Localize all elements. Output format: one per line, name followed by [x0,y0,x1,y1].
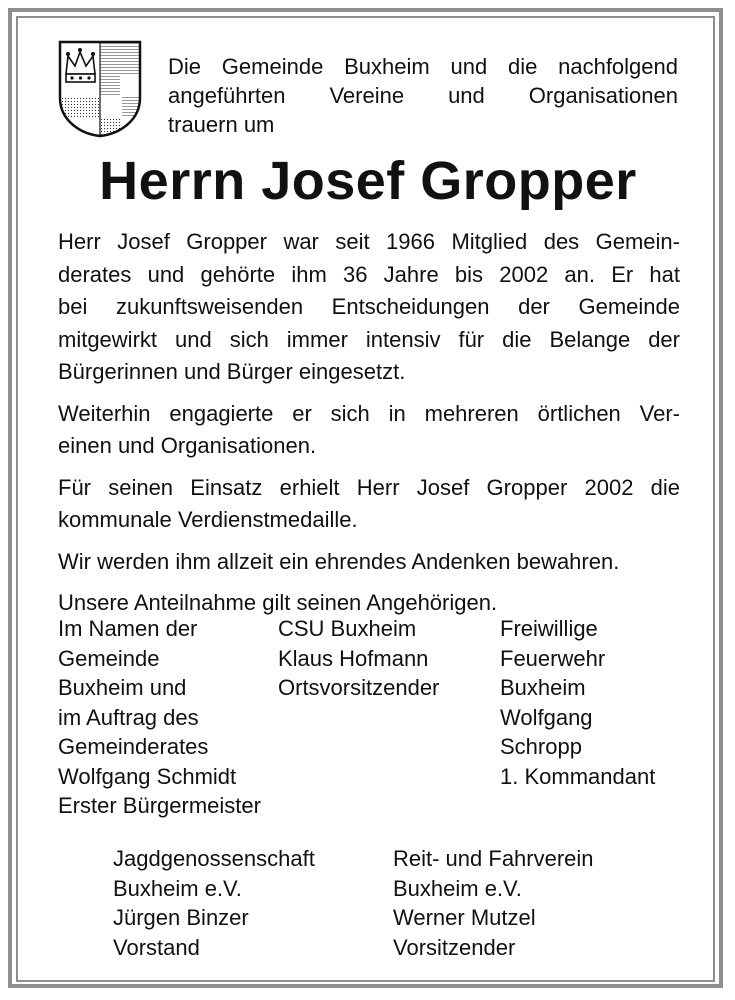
obituary-body [58,226,680,629]
signature-line: Vorsitzender [393,934,516,960]
coat-of-arms-crown-icon [58,40,142,138]
signature-line: Freiwillige [500,616,598,641]
body-line: mitgewirkt und sich immer intensiv für die Belange der [58,326,680,352]
body-line: einen und Organisationen. [58,433,317,458]
signature-line: Erster Bürgermeister [58,793,261,818]
body-line: Unsere Anteilnahme gilt seinen Angehörigen. [58,590,498,615]
signature-line: Jagdgenossenschaft [113,846,315,871]
body-line: derates und gehörte ihm 36 Jahre bis 2002 an. Er hat [58,261,680,287]
signature-line: Buxheim e.V. [113,875,242,901]
intro-line: trauern um [168,112,275,137]
signature-line: Schropp [500,734,582,759]
body-line: Für seinen Einsatz erhielt Herr Josef Gropper 2002 die [58,474,680,500]
deceased-name: Herrn Josef Gropper [99,151,637,211]
signature-csu [278,614,439,703]
paragraph [58,226,680,389]
body-line: bei zukunftsweisenden Entscheidungen der Gemeinde [58,294,680,319]
paragraph [58,472,680,537]
paragraph [58,398,680,463]
signature-line: 1. Kommandant [500,763,656,789]
body-line: Bürgerinnen und Bürger eingesetzt. [58,359,406,384]
intro-text [168,52,678,139]
signature-feuerwehr [500,614,655,791]
signature-line: Gemeinderates [58,734,209,759]
signature-line: Buxheim [500,675,586,700]
body-line: Wir werden ihm allzeit ein ehrendes Andenken bewahren. [58,548,620,574]
intro-line: Die Gemeinde Buxheim und die nachfolgend [168,54,678,79]
signature-line: Feuerwehr [500,645,606,671]
signature-line: Gemeinde [58,645,160,671]
signature-gemeinde [58,614,261,821]
signature-line: Wolfgang [500,704,593,730]
signature-line: Vorstand [113,934,200,960]
signature-line: Jürgen Binzer [113,905,249,930]
signature-line: Klaus Hofmann [278,645,429,671]
signature-line: Ortsvorsitzender [278,675,440,700]
signature-line: CSU Buxheim [278,616,417,641]
signature-line: Buxheim e.V. [393,875,522,901]
signature-reitverein [393,844,594,962]
signature-line: Wolfgang Schmidt [58,763,237,789]
signature-line: Buxheim und [58,675,187,700]
signature-jagdgenossenschaft [113,844,315,962]
signature-line: Reit- und Fahrverein [393,846,594,871]
intro-line: angeführten Vereine und Organisationen [168,83,678,108]
signature-line: Werner Mutzel [393,905,536,930]
paragraph [58,546,680,579]
body-line: Weiterhin engagierte er sich in mehreren örtlichen Ver- [58,400,680,426]
body-line: Herr Josef Gropper war seit 1966 Mitglied des Gemein- [58,229,680,254]
body-line: kommunale Verdienstmedaille. [58,507,358,532]
signature-line: Im Namen der [58,616,198,641]
signature-line: im Auftrag des [58,704,199,730]
